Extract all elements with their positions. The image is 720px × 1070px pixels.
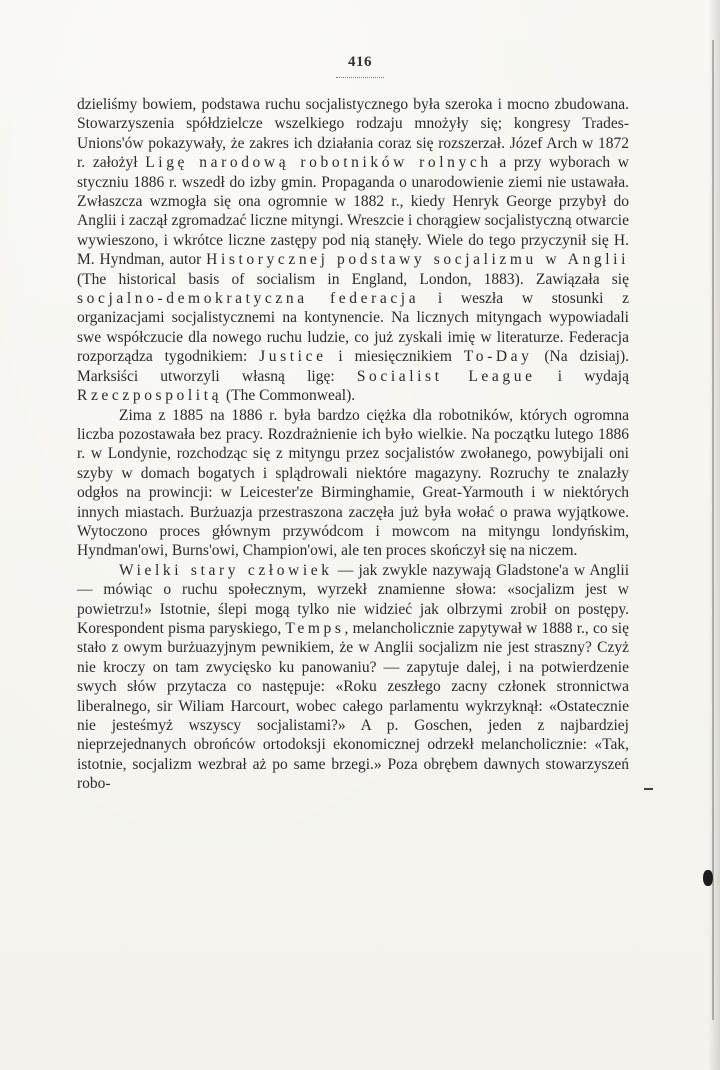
spaced-emphasis: socjalno-demokratyczna federacja [77,290,420,308]
spaced-emphasis: Rzeczpospolitą [77,387,223,405]
text-run: a przy wyborach w styczniu 1886 r. wszedł do izby gmin. Propaganda o unarodowienie ziemi nie ustawała. Zwłaszcza wzmogła się ona ogromnie w 1882 r., kiedy Henryk George przybył do Anglii i zaczął zgromadzać liczne mityngi. Wreszcie i chorągiew socjalistyczną otwarcie wywieszono, i wkrótce liczne zastępy pod nią stanęły. Wiele do tego przyczynił się H. M. Hyndman, autor [77,154,629,269]
text-run: (Na dzisiaj). Marksiści utworzyli własną ligę: [77,348,630,385]
spaced-emphasis: Wielki stary człowiek [119,561,333,579]
page-number: 416 [348,54,372,70]
spaced-emphasis: Temps [285,619,345,637]
spaced-emphasis: Historycznej podstawy socjalizmu w Anglii [206,251,629,269]
text-run: Zima z 1885 na 1886 r. była bardzo ciężka dla robotników, których ogromna liczba pozostawała bez pracy. Rozdrażnienie ich było wielkie. Na początku lutego 1886 r. w Londynie, rozchodząc się z mityngu przez socjalistów zwołanego, powybijali oni szyby w domach bogatych i splądrowali niektóre magazyny. Rozruchy te znalazły odgłos na prowincji: w Leicester'ze Birminghamie, Great-Yarmouth i w niektórych innych miastach. Burżuazja przestraszona zaczęła już była wołać o prawa wyjątkowe. Wytoczono proces głównym przywódcom i mowcom na mityngu londyńskim, Hyndman'owi, Burns'owi, Champion'owi, ale ten proces skończył się na niczem. [77,406,629,560]
body-text [77,95,629,794]
text-run: i miesięcznikiem [326,348,464,366]
page-edge-shadow [708,0,720,1070]
text-run: (The historical basis of socialism in England, London, 1883). Zawiązała się [77,270,629,288]
text-run: , melancholicznie zapytywał w 1888 r., co się stało z owym burżuazyjnym pewnikiem, że w Anglii socjalizm nie jest straszny? Czyż nie kroczy on tam zwycięsko ku panowaniu? — zapytuje dalej, i na potwierdzenie swych słów przytacza co następuje: «Roku zeszłego zacny członek stronnictwa liberalnego, sir Wiliam Harcourt, wobec całego parlamentu wykrzyknął: «Ostatecznie nie jesteśmyż wszyscy socjalistami?» A p. Goschen, jeden z najbardziej nieprzejednanych obrońców ortodoksji ekonomicznej odrzekł melancholicznie: «Tak, istotnie, socjalizm wezbrał aż po same brzegi.» Poza obrębem dawnych stowarzyszeń robo- [77,619,629,793]
paragraph-3 [77,561,629,794]
text-run: dzieliśmy bowiem, podstawa ruchu socjalistycznego była szeroka i mocno zbudowana. Stowarzyszenia spółdzielcze wszelkiego rodzaju mnożyły się; kongresy Trades-Unions'ów pokazywały, że zakres ich działania coraz się rozszerzał. Józef Arch w 1872 r. założył [77,96,629,172]
spaced-emphasis: Justice [259,348,327,366]
margin-dash-mark [644,788,653,790]
text-run: — jak zwykle nazywają Gladstone'a w Anglii — mówiąc o ruchu społecznym, wyrzekł znamienne słowa: «socjalizm jest w powietrzu!» Istotnie, ślepi mogą tylko nie widzieć jak olbrzymi zrobił on postępy. Korespondent pisma paryskiego, [77,561,630,637]
page-number-rule [336,77,384,78]
spaced-emphasis: To-Day [463,348,533,366]
paragraph-1 [77,95,629,406]
text-run: i wydają [535,367,629,385]
text-run: (The Commonweal). [222,387,356,405]
paragraph-2 [77,406,629,561]
spaced-emphasis: Ligę narodową robotników rolnych [145,154,492,172]
text-run: i weszła w stosunki z organizacjami socjalistycznemi na kontynencie. Na licznych mityngach wypowiadali swe współczucie dla nowego ruchu ludzie, co już zyskali imię w literaturze. Federacja rozporządza tygodnikiem: [77,290,629,366]
spaced-emphasis: Socialist League [356,367,536,385]
